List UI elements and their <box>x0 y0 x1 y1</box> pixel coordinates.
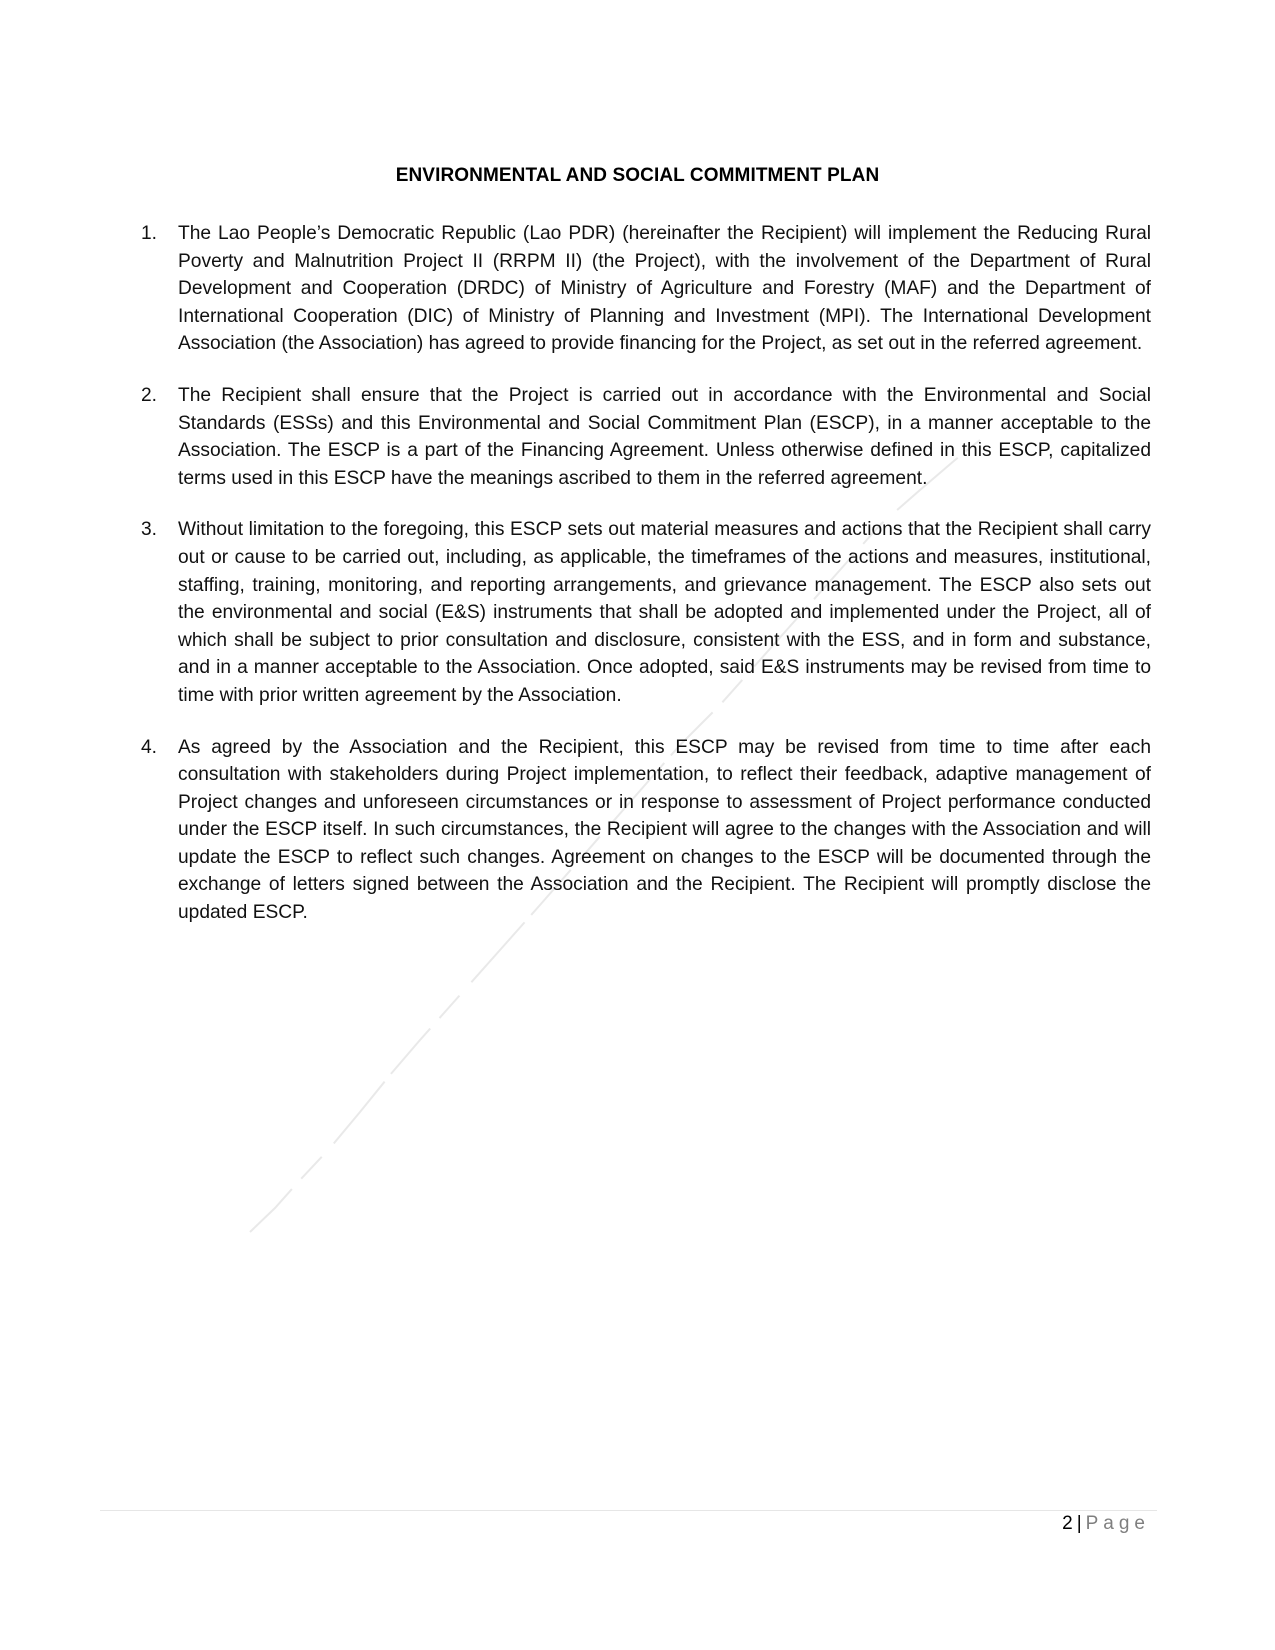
page-number: 2 <box>1062 1513 1073 1534</box>
list-item-number: 1. <box>141 223 158 244</box>
list-item <box>141 734 1151 927</box>
list-item-text: As agreed by the Association and the Recipient, this ESCP may be revised from time to time after each consultation with stakeholders during Project implementation, to reflect their feedback, adaptive management of Project changes and unforeseen circumstances or in response to assessment of Project performance conducted under the ESCP itself. In such circumstances, the Recipient will agree to the changes with the Association and will update the ESCP to reflect such changes. Agreement on changes to the ESCP will be documented through the exchange of letters signed between the Association and the Recipient. The Recipient will promptly disclose the updated ESCP. <box>178 736 1151 924</box>
list-item-text: The Recipient shall ensure that the Project is carried out in accordance with the Environmental and Social Standards (ESSs) and this Environmental and Social Commitment Plan (ESCP), in a manner acceptable to the Association. The ESCP is a part of the Financing Agreement. Unless otherwise defined in this ESCP, capitalized terms used in this ESCP have the meanings ascribed to them in the referred agreement. <box>178 384 1151 489</box>
page-label: Page <box>1085 1513 1150 1534</box>
page-footer <box>1000 1513 1150 1535</box>
list-item-text: Without limitation to the foregoing, this ESCP sets out material measures and actions that the Recipient shall carry out or cause to be carried out, including, as applicable, the timeframes of the actions and measures, institutional, staffing, training, monitoring, and reporting arrangements, and grievance management. The ESCP also sets out the environmental and social (E&S) instruments that shall be adopted and implemented under the Project, all of which shall be subject to prior consultation and disclosure, consistent with the ESS, and in form and substance, and in a manner acceptable to the Association. Once adopted, said E&S instruments may be revised from time to time with prior written agreement by the Association. <box>178 519 1151 706</box>
list-item <box>141 516 1151 709</box>
list-item-number: 2. <box>141 384 158 406</box>
list-item-number: 3. <box>141 519 158 541</box>
paragraph-list <box>141 220 1151 951</box>
footer-divider <box>100 1510 1157 1511</box>
list-item-number: 4. <box>141 736 158 758</box>
list-item <box>141 382 1151 492</box>
list-item <box>141 220 1151 358</box>
list-item-text: The Lao People’s Democratic Republic (Lao PDR) (hereinafter the Recipient) will implement the Reducing Rural Poverty and Malnutrition Project II (RRPM II) (the Project), with the involvement of the Department of Rural Development and Cooperation (DRDC) of Ministry of Agriculture and Forestry (MAF) and the Department of International Cooperation (DIC) of Ministry of Planning and Investment (MPI). The International Development Association (the Association) has agreed to provide financing for the Project, as set out in the referred agreement. <box>178 223 1151 355</box>
page-separator: | <box>1076 1513 1082 1534</box>
document-title: ENVIRONMENTAL AND SOCIAL COMMITMENT PLAN <box>395 165 880 186</box>
